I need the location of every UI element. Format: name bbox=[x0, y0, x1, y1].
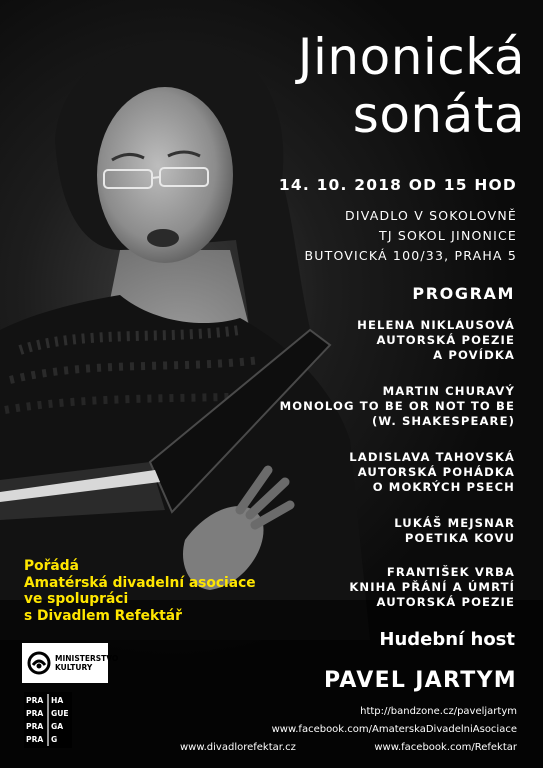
performer-piece: MONOLOG TO BE OR NOT TO BE bbox=[279, 399, 515, 413]
performer-name: FRANTIŠEK VRBA bbox=[386, 565, 515, 579]
organizer-partner: s Divadlem Refektář bbox=[24, 607, 182, 624]
organizer-block bbox=[24, 558, 256, 624]
event-title bbox=[298, 28, 525, 144]
performer-name: MARTIN CHURAVÝ bbox=[382, 384, 515, 398]
organizer-label: Pořádá bbox=[24, 558, 79, 574]
performer-name: LADISLAVA TAHOVSKÁ bbox=[349, 450, 515, 464]
title-line-2: sonáta bbox=[352, 86, 525, 144]
program-heading: PROGRAM bbox=[412, 284, 515, 303]
ministry-logo-line: KULTURY bbox=[55, 663, 93, 672]
ministry-logo-line: MINISTERSTVO bbox=[55, 654, 119, 663]
performer-piece: O MOKRÝCH PSECH bbox=[372, 480, 515, 494]
venue-name: DIVADLO V SOKOLOVNĚ bbox=[345, 208, 517, 223]
prague-logo-text: GUE bbox=[51, 709, 69, 718]
ministry-logo-text bbox=[55, 654, 118, 672]
prague-logo-text: HA bbox=[51, 696, 64, 705]
performer-piece: (W. SHAKESPEARE) bbox=[372, 414, 515, 428]
prague-logo-text: G bbox=[51, 735, 58, 744]
prague-city-logo bbox=[24, 692, 72, 748]
facebook-ada-link[interactable]: www.facebook.com/AmaterskaDivadelniAsociace bbox=[271, 724, 517, 735]
performer-piece: KNIHA PŘÁNÍ A ÚMRTÍ bbox=[349, 580, 515, 594]
organizer-name: Amatérská divadelní asociace bbox=[24, 574, 256, 591]
performer-entry bbox=[280, 384, 515, 429]
performer-piece: AUTORSKÁ POEZIE bbox=[376, 333, 515, 347]
prague-logo-text: PRA bbox=[26, 735, 44, 744]
performer-entry bbox=[349, 565, 515, 610]
prague-logo-text: PRA bbox=[26, 722, 44, 731]
performer-entry bbox=[349, 450, 515, 495]
performer-piece: AUTORSKÁ POEZIE bbox=[376, 595, 515, 609]
title-line-1: Jinonická bbox=[297, 28, 525, 86]
performer-piece: POETIKA KOVU bbox=[404, 531, 515, 545]
music-guest-name: PAVEL JARTYM bbox=[324, 668, 517, 693]
performer-entry bbox=[357, 318, 515, 363]
music-guest-heading: Hudební host bbox=[379, 629, 515, 650]
performer-name: HELENA NIKLAUSOVÁ bbox=[357, 318, 515, 332]
ministry-emblem-icon bbox=[27, 651, 51, 675]
ministry-of-culture-logo bbox=[22, 643, 119, 683]
performer-piece: A POVÍDKA bbox=[433, 348, 515, 362]
venue-block bbox=[304, 206, 517, 266]
prague-logo-text: GA bbox=[51, 722, 64, 731]
venue-club: TJ SOKOL JINONICE bbox=[379, 228, 517, 243]
venue-address: BUTOVICKÁ 100/33, PRAHA 5 bbox=[304, 248, 517, 263]
organizer-cooperation: ve spolupráci bbox=[24, 591, 129, 607]
performer-entry bbox=[394, 516, 515, 546]
facebook-refektar-link[interactable]: www.facebook.com/Refektar bbox=[374, 742, 517, 753]
bandzone-link[interactable]: http://bandzone.cz/paveljartym bbox=[360, 706, 517, 717]
performer-name: LUKÁŠ MEJSNAR bbox=[394, 516, 515, 530]
event-date: 14. 10. 2018 OD 15 HOD bbox=[278, 176, 517, 194]
performer-piece: AUTORSKÁ POHÁDKA bbox=[357, 465, 515, 479]
website-link[interactable]: www.divadlorefektar.cz bbox=[180, 742, 296, 753]
prague-logo-text: PRA bbox=[26, 709, 44, 718]
prague-logo-text: PRA bbox=[26, 696, 44, 705]
